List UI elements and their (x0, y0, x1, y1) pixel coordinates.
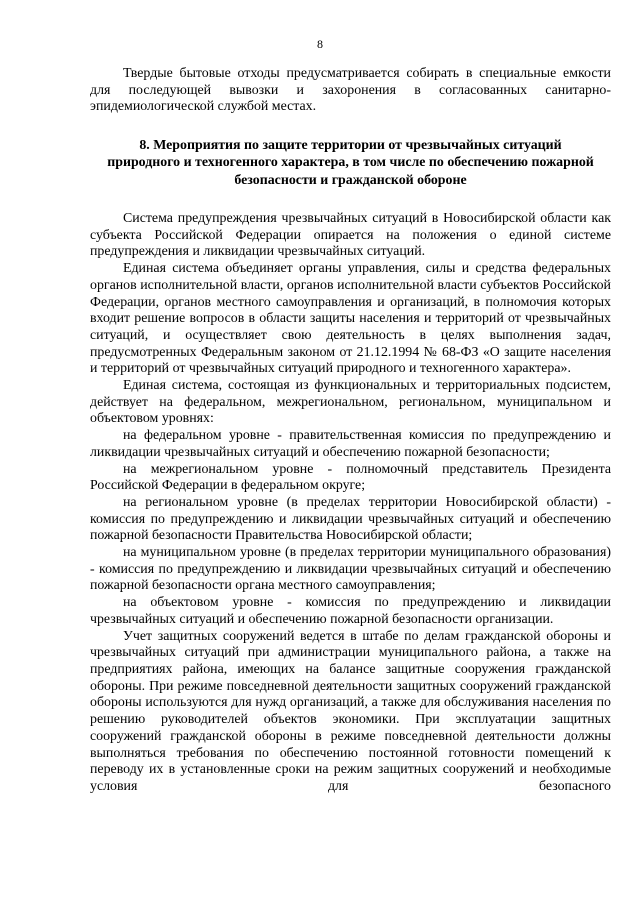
paragraph-federal-level: на федеральном уровне - правительственная комиссия по предупреждению и ликвидации чрезвычайных ситуаций и обеспечению пожарной безопасности; (90, 428, 611, 460)
page-content (90, 66, 611, 796)
intro-paragraph: Твердые бытовые отходы предусматривается собирать в специальные емкости для последующей вывозки и захоронения в согласованных санитарно-эпидемиологической службой местах. (90, 66, 611, 115)
page-number: 8 (317, 37, 323, 51)
paragraph-object-level: на объектовом уровне - комиссия по предупреждению и ликвидации чрезвычайных ситуаций и обеспечению пожарной безопасности организации. (90, 595, 611, 627)
section-heading-line: безопасности и гражданской обороне (234, 172, 467, 188)
paragraph-system-overview: Система предупреждения чрезвычайных ситуаций в Новосибирской области как субъекта Российской Федерации опирается на положения о единой системе предупреждения и ликвидации чрезвычайных ситуаций. (90, 211, 611, 260)
paragraph-unified-system: Единая система объединяет органы управления, силы и средства федеральных органов исполнительной власти, органов исполнительной власти субъектов Российской Федерации, органов местного самоуправления и организаций, в полномочия которых входит решение вопросов в области защиты населения и территорий от чрезвычайных ситуаций, и осуществляет свою деятельность в целях выполнения задач, предусмотренных Федеральным законом от 21.12.1994 № 68-ФЗ «О защите населения и территорий от чрезвычайных ситуаций природного и техногенного характера». (90, 261, 611, 377)
paragraph-protective-structures: Учет защитных сооружений ведется в штабе по делам гражданской обороны и чрезвычайных ситуаций при администрации муниципального района, а также на предприятиях района, имеющих на балансе защитные сооружения гражданской обороны. При режиме повседневной деятельности защитных сооружений гражданской обороны используются для нужд организаций, а также для обслуживания населения по решению руководителей объектов экономики. При эксплуатации защитных сооружений гражданской обороны в режиме повседневной деятельности должны выполняться требования по обеспечению постоянной готовности помещений к переводу их в установленные сроки на режим защитных сооружений и необходимые условия для безопасного (90, 628, 611, 794)
section-heading-line: природного и техногенного характера, в том числе по обеспечению пожарной (107, 155, 594, 171)
paragraph-interregional-level: на межрегиональном уровне - полномочный представитель Президента Российской Федерации в федеральном округе; (90, 461, 611, 494)
section-heading-line: 8. Мероприятия по защите территории от чрезвычайных ситуаций (139, 138, 562, 154)
section-heading (90, 137, 611, 189)
paragraph-municipal-level: на муниципальном уровне (в пределах территории муниципального образования) - комиссия по предупреждению и ликвидации чрезвычайных ситуаций и обеспечению пожарной безопасности органа местного самоуправления; (90, 545, 611, 594)
paragraph-regional-level: на региональном уровне (в пределах территории Новосибирской области) - комиссия по предупреждению и ликвидации чрезвычайных ситуаций и обеспечению пожарной безопасности Правительства Новосибирской области; (90, 494, 611, 544)
paragraph-subsystems: Единая система, состоящая из функциональных и территориальных подсистем, действует на федеральном, межрегиональном, региональном, муниципальном и объектовом уровнях: (90, 378, 611, 427)
